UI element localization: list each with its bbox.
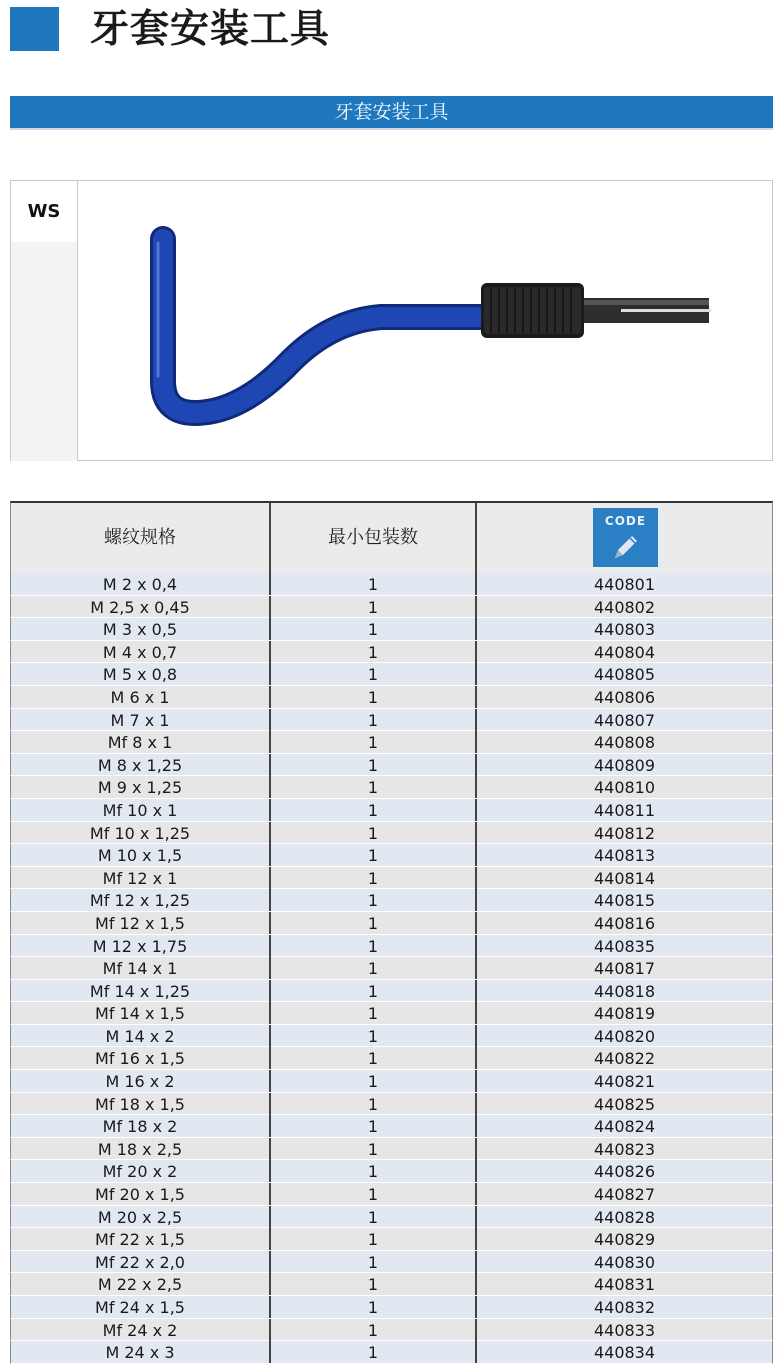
cell-min-pack: 1 bbox=[271, 1047, 477, 1069]
cell-thread-spec: Mf 20 x 1,5 bbox=[11, 1183, 271, 1205]
table-row bbox=[10, 1160, 773, 1183]
table-row bbox=[10, 1341, 773, 1364]
cell-code: 440827 bbox=[593, 1185, 656, 1205]
cell-min-pack: 1 bbox=[271, 844, 477, 866]
cell-thread-spec: M 3 x 0,5 bbox=[11, 618, 271, 640]
cell-min-pack: 1 bbox=[271, 1138, 477, 1160]
cell-min-pack: 1 bbox=[271, 1296, 477, 1318]
table-row bbox=[10, 912, 773, 935]
cell-code: 440825 bbox=[593, 1094, 656, 1114]
cell-min-pack: 1 bbox=[271, 1273, 477, 1295]
cell-min-pack: 1 bbox=[271, 1160, 477, 1182]
cell-code: 440815 bbox=[593, 891, 656, 911]
table-row bbox=[10, 1319, 773, 1342]
cell-min-pack: 1 bbox=[271, 1183, 477, 1205]
cell-min-pack: 1 bbox=[271, 889, 477, 911]
cell-code: 440823 bbox=[593, 1139, 656, 1159]
cell-thread-spec: Mf 24 x 2 bbox=[11, 1319, 271, 1341]
table-row bbox=[10, 957, 773, 980]
cell-min-pack: 1 bbox=[271, 1319, 477, 1341]
cell-code: 440809 bbox=[593, 755, 656, 775]
cell-thread-spec: M 10 x 1,5 bbox=[11, 844, 271, 866]
table-row bbox=[10, 1115, 773, 1138]
cell-min-pack: 1 bbox=[271, 1093, 477, 1115]
column-header-min-pack: 最小包装数 bbox=[271, 503, 477, 573]
cell-min-pack: 1 bbox=[271, 573, 477, 595]
table-row bbox=[10, 889, 773, 912]
cell-min-pack: 1 bbox=[271, 618, 477, 640]
table-row bbox=[10, 1025, 773, 1048]
cell-code: 440805 bbox=[593, 665, 656, 685]
cell-code: 440802 bbox=[593, 597, 656, 617]
cell-thread-spec: M 20 x 2,5 bbox=[11, 1206, 271, 1228]
cell-code: 440826 bbox=[593, 1162, 656, 1182]
cell-code: 440822 bbox=[593, 1049, 656, 1069]
cell-min-pack: 1 bbox=[271, 980, 477, 1002]
table-row bbox=[10, 844, 773, 867]
cell-code: 440810 bbox=[593, 778, 656, 798]
table-row bbox=[10, 1002, 773, 1025]
cell-code: 440801 bbox=[593, 575, 656, 594]
cell-code: 440812 bbox=[593, 823, 656, 843]
cell-thread-spec: M 24 x 3 bbox=[11, 1341, 271, 1363]
cell-code: 440817 bbox=[593, 959, 656, 979]
cell-thread-spec: Mf 14 x 1,25 bbox=[11, 980, 271, 1002]
cell-min-pack: 1 bbox=[271, 1002, 477, 1024]
cell-thread-spec: Mf 10 x 1 bbox=[11, 799, 271, 821]
page-title: 牙套安装工具 bbox=[90, 7, 331, 52]
cell-thread-spec: Mf 14 x 1,5 bbox=[11, 1002, 271, 1024]
code-badge bbox=[593, 508, 658, 567]
cell-code: 440824 bbox=[593, 1117, 656, 1137]
table-row bbox=[10, 822, 773, 845]
cell-code: 440832 bbox=[593, 1298, 656, 1317]
cell-thread-spec: Mf 20 x 2 bbox=[11, 1160, 271, 1182]
cell-thread-spec: Mf 24 x 1,5 bbox=[11, 1296, 271, 1318]
cell-thread-spec: M 7 x 1 bbox=[11, 709, 271, 731]
cell-code: 440811 bbox=[593, 800, 656, 820]
cell-min-pack: 1 bbox=[271, 957, 477, 979]
cell-code: 440816 bbox=[593, 913, 656, 933]
cell-code: 440833 bbox=[593, 1320, 656, 1340]
product-label: WS bbox=[11, 181, 78, 243]
spec-table bbox=[10, 501, 773, 1368]
cell-thread-spec: Mf 14 x 1 bbox=[11, 957, 271, 979]
cell-thread-spec: M 8 x 1,25 bbox=[11, 754, 271, 776]
cell-min-pack: 1 bbox=[271, 1206, 477, 1228]
cell-min-pack: 1 bbox=[271, 1070, 477, 1092]
table-row bbox=[10, 1251, 773, 1274]
cell-min-pack: 1 bbox=[271, 686, 477, 708]
table-row bbox=[10, 731, 773, 754]
table-row bbox=[10, 867, 773, 890]
title-accent-square bbox=[10, 7, 59, 51]
cell-min-pack: 1 bbox=[271, 935, 477, 957]
cell-code: 440820 bbox=[593, 1026, 656, 1046]
insert-tool-image bbox=[141, 221, 721, 426]
cell-min-pack: 1 bbox=[271, 822, 477, 844]
cell-thread-spec: M 16 x 2 bbox=[11, 1070, 271, 1092]
table-row bbox=[10, 1228, 773, 1251]
table-row bbox=[10, 618, 773, 641]
cell-code: 440819 bbox=[593, 1004, 656, 1024]
cell-thread-spec: Mf 18 x 1,5 bbox=[11, 1093, 271, 1115]
cell-thread-spec: M 6 x 1 bbox=[11, 686, 271, 708]
cell-min-pack: 1 bbox=[271, 641, 477, 663]
cell-code: 440828 bbox=[593, 1207, 656, 1227]
table-row bbox=[10, 935, 773, 958]
cell-thread-spec: M 4 x 0,7 bbox=[11, 641, 271, 663]
cell-thread-spec: Mf 12 x 1,25 bbox=[11, 889, 271, 911]
cell-thread-spec: Mf 22 x 1,5 bbox=[11, 1228, 271, 1250]
cell-code: 440830 bbox=[593, 1252, 656, 1272]
table-row bbox=[10, 573, 773, 596]
pencil-icon bbox=[611, 532, 641, 562]
cell-min-pack: 1 bbox=[271, 709, 477, 731]
cell-thread-spec: Mf 18 x 2 bbox=[11, 1115, 271, 1137]
table-row bbox=[10, 776, 773, 799]
cell-min-pack: 1 bbox=[271, 1341, 477, 1363]
cell-code: 440829 bbox=[593, 1230, 656, 1250]
cell-min-pack: 1 bbox=[271, 1025, 477, 1047]
cell-min-pack: 1 bbox=[271, 799, 477, 821]
cell-thread-spec: M 5 x 0,8 bbox=[11, 663, 271, 685]
cell-thread-spec: Mf 22 x 2,0 bbox=[11, 1251, 271, 1273]
table-row bbox=[10, 1273, 773, 1296]
table-row bbox=[10, 641, 773, 664]
cell-thread-spec: Mf 12 x 1 bbox=[11, 867, 271, 889]
cell-code: 440834 bbox=[593, 1343, 656, 1363]
cell-thread-spec: M 2,5 x 0,45 bbox=[11, 596, 271, 618]
cell-min-pack: 1 bbox=[271, 731, 477, 753]
table-row bbox=[10, 754, 773, 777]
cell-min-pack: 1 bbox=[271, 1228, 477, 1250]
cell-min-pack: 1 bbox=[271, 776, 477, 798]
table-header bbox=[10, 501, 773, 573]
table-row bbox=[10, 799, 773, 822]
cell-code: 440813 bbox=[593, 846, 656, 866]
cell-code: 440806 bbox=[593, 687, 656, 707]
table-row bbox=[10, 709, 773, 732]
cell-code: 440821 bbox=[593, 1072, 656, 1092]
table-body bbox=[10, 573, 773, 1364]
cell-min-pack: 1 bbox=[271, 663, 477, 685]
table-row bbox=[10, 663, 773, 686]
table-row bbox=[10, 1070, 773, 1093]
cell-code: 440818 bbox=[593, 981, 656, 1001]
cell-thread-spec: Mf 12 x 1,5 bbox=[11, 912, 271, 934]
column-header-thread-spec: 螺纹规格 bbox=[11, 503, 271, 573]
cell-thread-spec: M 12 x 1,75 bbox=[11, 935, 271, 957]
section-banner: 牙套安装工具 bbox=[10, 96, 773, 130]
cell-code: 440835 bbox=[593, 936, 656, 956]
cell-code: 440808 bbox=[593, 733, 656, 753]
cell-thread-spec: Mf 8 x 1 bbox=[11, 731, 271, 753]
cell-min-pack: 1 bbox=[271, 912, 477, 934]
cell-code: 440803 bbox=[593, 620, 656, 640]
table-row bbox=[10, 1296, 773, 1319]
cell-min-pack: 1 bbox=[271, 596, 477, 618]
code-badge-text: CODE bbox=[604, 514, 647, 528]
cell-thread-spec: Mf 10 x 1,25 bbox=[11, 822, 271, 844]
table-row bbox=[10, 1206, 773, 1229]
cell-code: 440814 bbox=[593, 868, 656, 888]
table-row bbox=[10, 1183, 773, 1206]
cell-min-pack: 1 bbox=[271, 1115, 477, 1137]
table-row bbox=[10, 686, 773, 709]
cell-thread-spec: Mf 16 x 1,5 bbox=[11, 1047, 271, 1069]
cell-min-pack: 1 bbox=[271, 1251, 477, 1273]
table-row bbox=[10, 1047, 773, 1070]
column-header-code bbox=[477, 503, 772, 573]
cell-min-pack: 1 bbox=[271, 754, 477, 776]
cell-code: 440831 bbox=[593, 1275, 656, 1295]
product-box bbox=[10, 180, 773, 461]
cell-code: 440804 bbox=[593, 642, 656, 662]
cell-thread-spec: M 9 x 1,25 bbox=[11, 776, 271, 798]
cell-min-pack: 1 bbox=[271, 867, 477, 889]
cell-code: 440807 bbox=[593, 710, 656, 730]
table-row bbox=[10, 596, 773, 619]
cell-thread-spec: M 22 x 2,5 bbox=[11, 1273, 271, 1295]
cell-thread-spec: M 14 x 2 bbox=[11, 1025, 271, 1047]
table-row bbox=[10, 1093, 773, 1116]
cell-thread-spec: M 18 x 2,5 bbox=[11, 1138, 271, 1160]
table-row bbox=[10, 980, 773, 1003]
table-row bbox=[10, 1138, 773, 1161]
product-label-column bbox=[11, 242, 78, 461]
cell-thread-spec: M 2 x 0,4 bbox=[11, 573, 271, 595]
